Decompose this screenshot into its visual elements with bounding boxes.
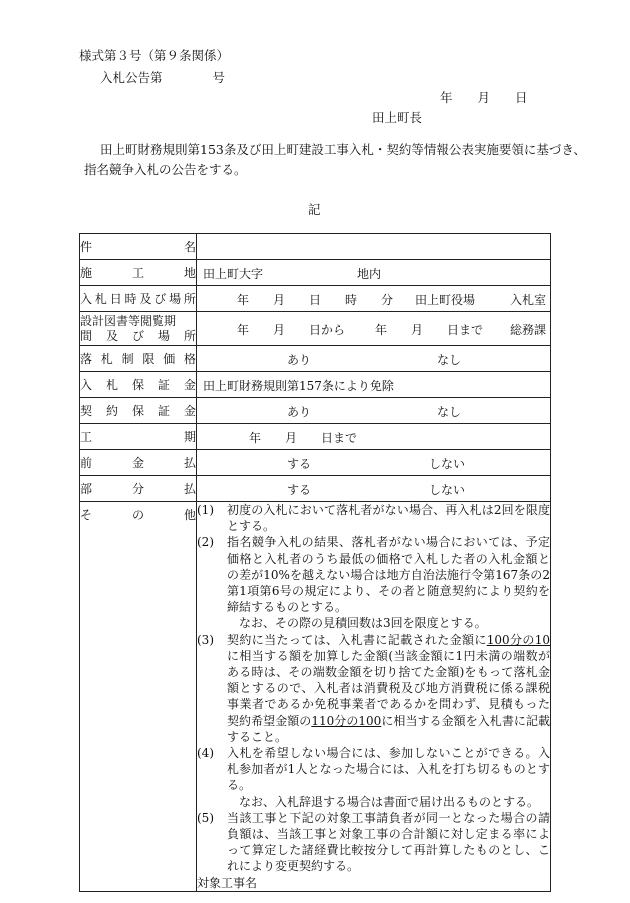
row-price-limit: [80, 346, 551, 372]
row-doc-viewing: [80, 312, 551, 346]
intro-line-2: 指名競争入札の公告をする。: [84, 162, 247, 177]
label-bid-deposit: 入 札 保 証 金: [80, 372, 197, 398]
label-doc-line2: 間 及 び 場 所: [80, 328, 196, 343]
bid-place: 田上町役場: [415, 293, 476, 307]
row-name: [80, 234, 551, 260]
label-price-limit: 落 札 制 限 価 格: [80, 346, 197, 372]
doc-place: 総務課: [510, 323, 547, 337]
row-period: [80, 424, 551, 450]
notice-number: 入札公告第 号: [100, 70, 226, 85]
advance-yes: する: [287, 457, 312, 471]
row-other: [80, 502, 551, 892]
row-bid-datetime: [80, 286, 551, 312]
bid-deposit-text: 田上町財務規則第157条により免除: [203, 379, 394, 393]
value-doc-viewing: [197, 312, 551, 346]
row-advance: [80, 450, 551, 476]
period-text: 年 月 日まで: [249, 431, 358, 445]
doc-from: 年 月 日から: [237, 323, 346, 337]
value-contract-deposit: [197, 398, 551, 424]
price-limit-yes: あり: [287, 353, 312, 367]
row-contract-deposit: [80, 398, 551, 424]
bid-room: 入札室: [510, 293, 547, 307]
note-4: (4) 入札を希望しない場合には、参加しないことができる。入札参加者が1人となった場合には、入札を打ち切るものとする。: [197, 746, 550, 793]
label-bid-datetime: 入 札 日 時 及 び 場 所: [80, 286, 197, 312]
bid-datetime: 年 月 日 時 分: [237, 293, 394, 307]
row-bid-deposit: [80, 372, 551, 398]
partial-no: しない: [429, 483, 466, 497]
label-advance: 前 金 払: [80, 450, 197, 476]
note-2-extra: なお、その際の見積回数は3回を限度とする。: [239, 616, 487, 631]
value-bid-deposit: [197, 372, 551, 398]
contract-deposit-no: なし: [437, 405, 462, 419]
contract-deposit-yes: あり: [287, 405, 312, 419]
underline-100-10: 100分の10: [486, 632, 550, 647]
note-5: (5) 当該工事と下記の対象工事請負者が同一となった場合の請負額は、当該工事と対象工事の合計額に対し定まる率によって算定した諸経費比較按分して再計算したものとし、これにより変更契約する。: [197, 810, 550, 874]
note-1: (1) 初度の入札において落札者がない場合、再入札は2回を限度とする。: [197, 503, 550, 534]
value-bid-datetime: [197, 286, 551, 312]
doc-to: 年 月 日まで: [375, 323, 484, 337]
advance-no: しない: [429, 457, 466, 471]
form-number: 様式第３号（第９条関係）: [79, 48, 230, 63]
note-2: (2) 指名競争入札の結果、落札者がない場合においては、予定価格と入札者のうち最低の価格で入札した者の入札金額との差が10%を越えない場合は地方自治法施行令第167条の2第1項第6号の規定により、その者と随意契約により契約を締結するものとする。: [197, 535, 550, 615]
note-4-extra: なお、入札辞退する場合は書面で届け出るものとする。: [239, 794, 540, 809]
price-limit-no: なし: [437, 353, 462, 367]
notice-table: [79, 233, 551, 892]
value-advance: [197, 450, 551, 476]
value-partial: [197, 476, 551, 502]
label-doc-viewing: [80, 312, 197, 346]
target-work-name: 対象工事名: [197, 875, 258, 890]
value-period: [197, 424, 551, 450]
label-contract-deposit: 契 約 保 証 金: [80, 398, 197, 424]
label-doc-line1: 設計図書等閲覧期: [80, 313, 177, 328]
value-site: [197, 260, 551, 286]
value-name: [197, 234, 551, 260]
label-name: 件 名: [80, 234, 197, 260]
intro-line-1: 田上町財務規則第153条及び田上町建設工事入札・契約等情報公表実施要領に基づき、: [100, 142, 586, 157]
note-3: (3) 契約に当たっては、入札書に記載された金額に100分の10に相当する額を加算した金額(当該金額に1円未満の端数がある時は、その端数金額を切り捨てた金額)をもって落札金額とするので、入札者は消費税及び地方消費税に係る課税事業者であるか免税事業者であるかを問わず、見積もった契約希望金額の110分の100に相当する金額を入札書に記載すること。: [197, 632, 550, 744]
site-area: 地内: [357, 267, 382, 281]
value-price-limit: [197, 346, 551, 372]
issuer: 田上町長: [372, 110, 423, 125]
label-period: 工 期: [80, 424, 197, 450]
notice-date: 年 月 日: [440, 90, 528, 105]
ki-heading: 記: [308, 202, 321, 217]
label-other: そ の 他: [80, 502, 197, 892]
underline-110-100: 110分の100: [311, 713, 382, 728]
row-site: [80, 260, 551, 286]
site-village: 田上町大字: [203, 267, 264, 281]
row-partial: [80, 476, 551, 502]
partial-yes: する: [287, 483, 312, 497]
label-site: 施 工 地: [80, 260, 197, 286]
label-partial: 部 分 払: [80, 476, 197, 502]
value-other: [197, 502, 551, 892]
